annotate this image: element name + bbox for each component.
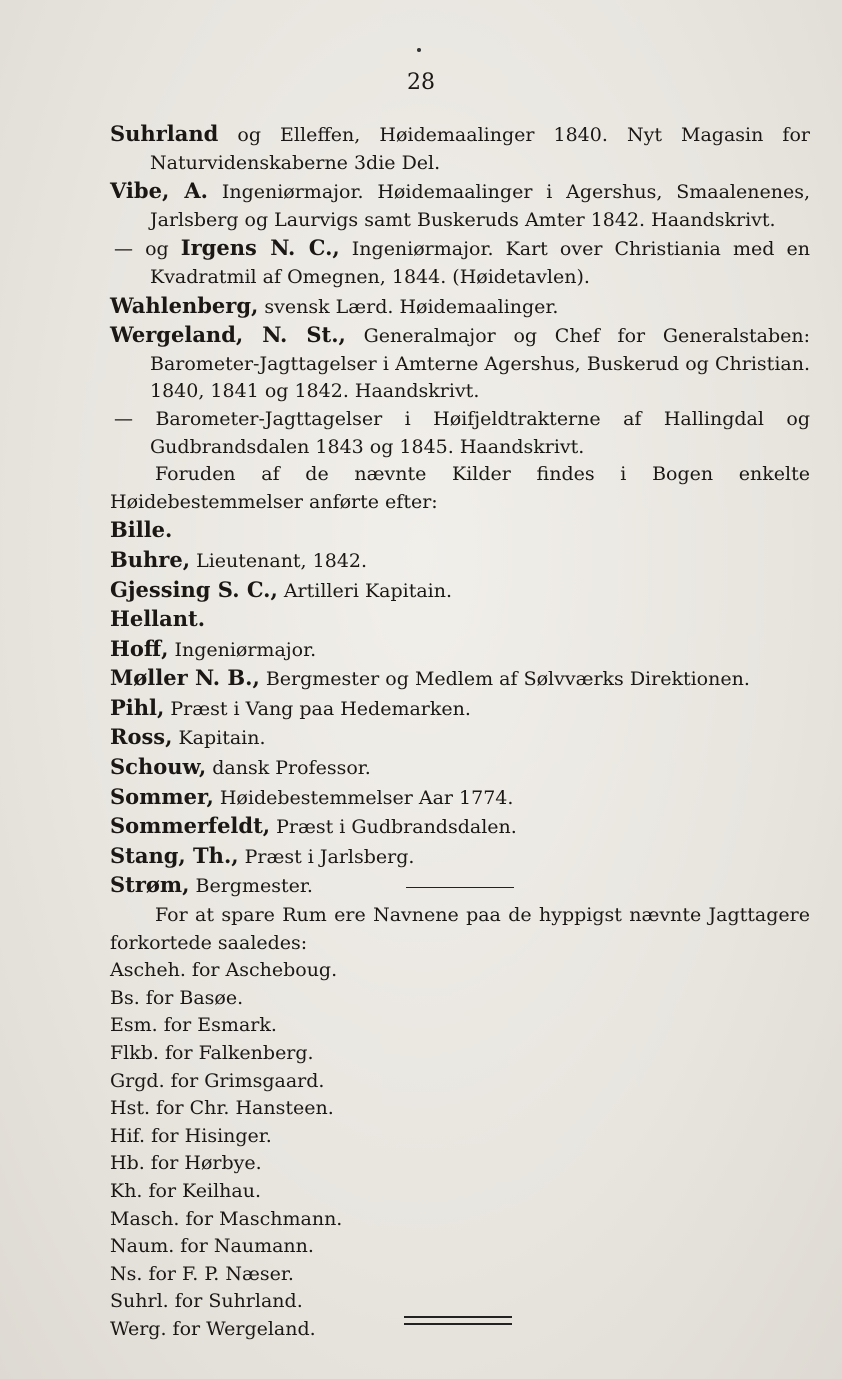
observer-name: Ross, xyxy=(110,724,173,750)
entry-text: Ingeniørmajor. Høidemaalinger i Agershus, Smaalenenes, Jarlsberg og Laurvigs samt Buskeruds Amter 1842. Haandskrivt. xyxy=(150,181,810,231)
observer-text: dansk Professor. xyxy=(206,757,371,780)
observer-name: Hellant. xyxy=(110,606,206,632)
observer-text: Ingeniørmajor. xyxy=(168,638,317,661)
page-body xyxy=(110,120,810,1344)
observer-item xyxy=(110,694,810,724)
observer-item xyxy=(110,753,810,783)
end-double-rule xyxy=(404,1316,512,1325)
observer-text: Lieutenant, 1842. xyxy=(190,549,368,572)
observer-item xyxy=(110,546,810,576)
abbreviation-item: Ascheh. for Ascheboug. xyxy=(110,959,338,982)
entry-name: Suhrland xyxy=(110,121,219,146)
observer-text: Præst i Gudbrandsdalen. xyxy=(270,816,517,839)
entry-name: Wahlenberg, xyxy=(110,292,259,318)
abbreviation-item: Werg. for Wergeland. xyxy=(110,1317,316,1340)
observer-name: Schouw, xyxy=(110,754,207,780)
observer-item xyxy=(110,812,810,842)
printed-dot xyxy=(417,48,421,52)
observer-item xyxy=(110,723,810,753)
abbreviation-paragraph: For at spare Rum ere Navnene paa de hyppigst nævnte Jagttagere forkortede saaledes: xyxy=(110,904,810,954)
observer-text: Kapitain. xyxy=(172,727,266,750)
observer-item xyxy=(110,576,810,606)
observer-text: Præst i Vang paa Hedemarken. xyxy=(164,697,471,720)
observer-text: Bergmester. xyxy=(189,875,313,898)
abbreviation-item: Grgd. for Grimsgaard. xyxy=(110,1069,325,1092)
source-entry xyxy=(110,406,810,461)
observer-name: Sommerfeldt, xyxy=(110,813,271,839)
page-number: 28 xyxy=(407,70,435,95)
abbreviation-item: Ns. for F. P. Næser. xyxy=(110,1262,294,1285)
observer-name: Bille. xyxy=(110,517,173,543)
entry-name: Irgens N. C., xyxy=(180,235,340,261)
observer-list xyxy=(110,516,810,901)
entry-name: Vibe, A. xyxy=(110,178,208,204)
observer-name: Møller N. B., xyxy=(110,665,260,691)
entry-name: Wergeland, N. St., xyxy=(110,322,346,348)
entry-text: svensk Lærd. Høidemaalinger. xyxy=(258,295,559,318)
source-entries xyxy=(110,120,810,461)
entry-text: Ingeniørmajor. Kart over Christiania med en Kvadratmil af Omegnen, 1844. (Høidetavlen). xyxy=(150,238,810,288)
abbreviation-item: Hb. for Hørbye. xyxy=(110,1152,262,1175)
observer-name: Hoff, xyxy=(110,635,169,661)
source-entry xyxy=(110,292,810,322)
observer-text: Artilleri Kapitain. xyxy=(277,579,453,602)
observer-text: Høidebestemmelser Aar 1774. xyxy=(213,786,514,809)
observer-name: Strøm, xyxy=(110,872,190,898)
entry-prefix: — xyxy=(114,407,156,430)
entry-text: og Elleffen, Høidemaalinger 1840. Nyt Magasin for Naturvidenskaberne 3die Del. xyxy=(150,124,810,174)
abbreviation-item: Kh. for Keilhau. xyxy=(110,1179,262,1202)
observer-item xyxy=(110,783,810,813)
observer-item xyxy=(110,664,810,694)
abbreviation-item: Masch. for Maschmann. xyxy=(110,1207,343,1230)
observer-name: Sommer, xyxy=(110,783,214,809)
observer-item xyxy=(110,635,810,665)
observer-name: Buhre, xyxy=(110,546,191,572)
observer-name: Stang, Th., xyxy=(110,842,239,868)
source-entry xyxy=(110,177,810,234)
abbreviation-item: Naum. for Naumann. xyxy=(110,1235,314,1258)
observer-text: Præst i Jarlsberg. xyxy=(238,845,415,868)
abbreviation-list xyxy=(110,957,810,1343)
observer-item xyxy=(110,842,810,872)
source-entry xyxy=(110,321,810,406)
observer-item xyxy=(110,516,810,546)
observer-item xyxy=(110,605,810,635)
entry-text: Barometer-Jagttagelser i Høifjeldtrakterne af Hallingdal og Gudbrandsdalen 1843 og 1845. Haandskrivt. xyxy=(150,407,811,458)
abbreviation-item: Suhrl. for Suhrland. xyxy=(110,1290,303,1313)
source-entry xyxy=(110,234,810,291)
entry-prefix: — og xyxy=(114,238,181,261)
observer-name: Gjessing S. C., xyxy=(110,576,278,602)
abbreviation-item: Flkb. for Falkenberg. xyxy=(110,1042,314,1064)
abbreviation-item: Hst. for Chr. Hansteen. xyxy=(110,1097,334,1120)
entry-text: Generalmajor og Chef for Generalstaben: Barometer-Jagttagelser i Amterne Agershus, Buskerud og Christian. 1840, 1841 og 1842. Haandskrivt. xyxy=(150,325,810,403)
source-entry xyxy=(110,120,810,177)
abbreviation-item: Esm. for Esmark. xyxy=(110,1014,277,1037)
abbreviation-item: Bs. for Basøe. xyxy=(110,986,244,1009)
observer-name: Pihl, xyxy=(110,694,165,720)
observer-text: Bergmester og Medlem af Sølvværks Direktionen. xyxy=(259,668,750,691)
abbreviation-item: Hif. for Hisinger. xyxy=(110,1124,272,1147)
intro-paragraph: Foruden af de nævnte Kilder findes i Bogen enkelte Høidebestemmelser anførte efter: xyxy=(110,463,810,513)
